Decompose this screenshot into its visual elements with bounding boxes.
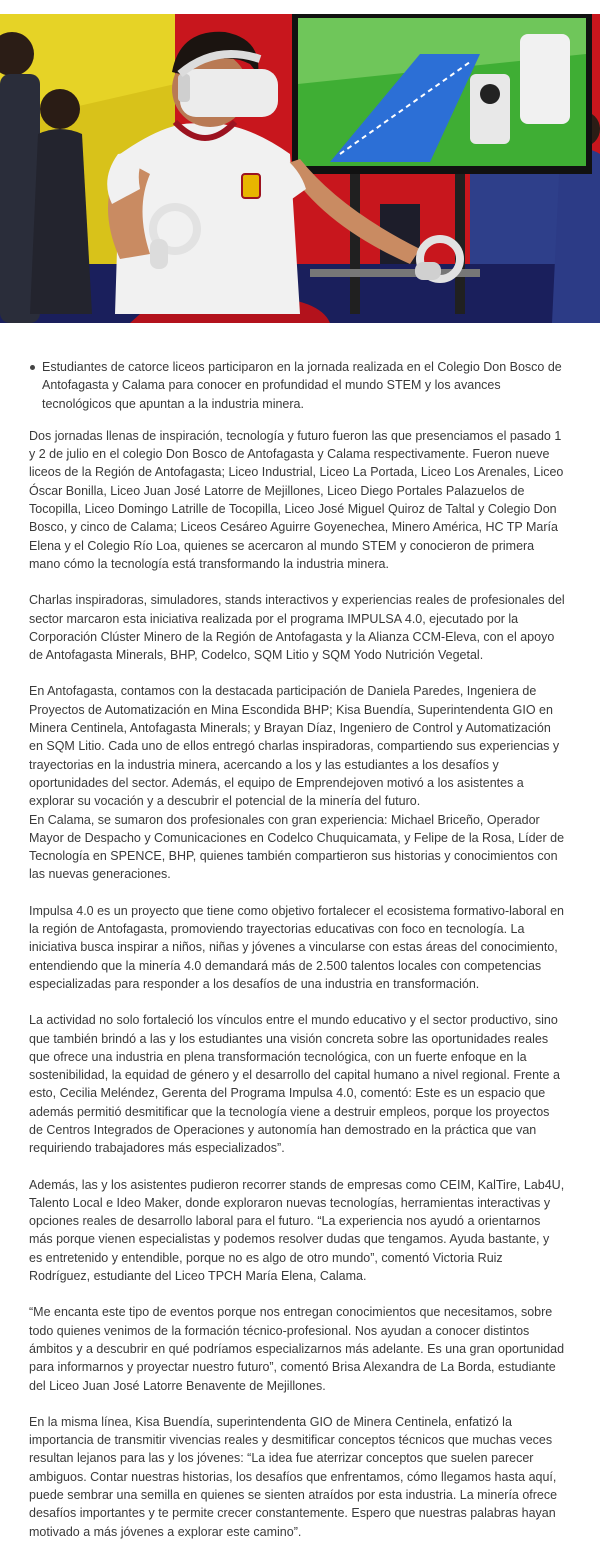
article-paragraph-2: Charlas inspiradoras, simuladores, stands interactivos y experiencias reales de profesionales del sector marcaron esta iniciativa realizada por el programa IMPULSA 4.0, ejecutado por la Corporación Clúster Minero de la Región de Antofagasta y la Alianza CCM-Eleva, con el apoyo de Antofagasta Minerals, BHP, Codelco, SQM Litio y SQM Yodo Nutrición Vegetal. — [29, 593, 565, 663]
summary-bullet: Estudiantes de catorce liceos participaron en la jornada realizada en el Colegio Don Bosco de Antofagasta y Calama para conocer en profundidad el mundo STEM y los avances tecnológicos que apuntan a la industria minera. — [29, 358, 565, 413]
article-paragraph-6: La actividad no solo fortaleció los vínculos entre el mundo educativo y el sector productivo, sino que también brindó a las y los estudiantes una visión concreta sobre las oportunidades reales que ofrece una industria en plena transformación tecnológica, con un fuerte enfoque en la sostenibilidad, la equidad de género y el desarrollo del capital humano a nivel regional. Frente a esto, Cecilia Meléndez, Gerenta del Programa Impulsa 4.0, comentó: Este es un espacio que además permitió desmitificar que la tecnología viene a destruir empleos, porque los proyectos de Centros Integrados de Operaciones y autonomía han demostrado en la práctica que van requiriendo trabajadores más especializados”. — [29, 1013, 560, 1156]
article-summary-list — [29, 358, 565, 413]
article-paragraph-1: Dos jornadas llenas de inspiración, tecnología y futuro fueron las que presenciamos el pasado 1 y 2 de julio en el colegio Don Bosco de Antofagasta y Calama respectivamente. Fueron nueve liceos de la Región de Antofagasta; Liceo Industrial, Liceo La Portada, Liceo Los Arenales, Liceo Óscar Bonilla, Liceo Juan José Latorre de Mejillones, Liceo Diego Portales Palazuelos de Tocopilla, Liceo Domingo Latrille de Tocopilla, Liceo José Miguel Quiroz de Taltal y Colegio Don Bosco, y cinco de Calama; Liceos Cesáreo Aguirre Goyenechea, Minero América, HC TP María Elena y el Colegio Río Loa, quienes se acercaron al mundo STEM y conocieron de primera mano cómo la tecnología está transformando la industria minera. — [29, 428, 564, 571]
article-paragraph-3: En Antofagasta, contamos con la destacada participación de Daniela Paredes, Ingeniera de Proyectos de Automatización en Mina Escondida BHP; Kisa Buendía, Superintendenta GIO en Minera Centinela, Antofagasta Minerals; y Brayan Díaz, Ingeniero de Control y Automatización en SQM Litio. Cada uno de ellos entregó charlas inspiradoras, compartiendo sus experiencias y trayectorias en la industria minera, acercando a los y las estudiantes a los desafíos y oportunidades del sector. Además, el equipo de Emprendejoven motivó a los asistentes a explorar su vocación y a descubrir el potencial de la minería del futuro. — [29, 684, 560, 809]
article-paragraph-8: “Me encanta este tipo de eventos porque nos entregan conocimientos que necesitamos, sobre todo quienes venimos de la formación técnico-profesional. Nos ayudan a conocer distintos ámbitos y a descubrir en qué podríamos especializarnos más adelante. Es una gran oportunidad para informarnos y proyectar nuestro futuro”, comentó Brisa Alexandra de La Borda, estudiante del Liceo Juan José Latorre Benavente de Mejillones. — [29, 1305, 565, 1393]
vr-headset-icon — [180, 69, 278, 117]
article-paragraph-9: En la misma línea, Kisa Buendía, superintendenta GIO de Minera Centinela, enfatizó la importancia de transmitir vivencias reales y desmitificar conceptos técnicos que muchas veces resultan lejanos para las y los jóvenes: “La idea fue aterrizar conceptos que suelen parecer ambiguos. Contar nuestras historias, los desafíos que enfrentamos, cómo llegamos hasta aquí, puede sembrar una semilla en quienes se sienten atraídos por esta industria. La minería ofrece desafíos importantes y te permite crecer constantemente. Espero que nuestras palabras hayan motivado a más jóvenes a explorar este camino”. — [29, 1414, 558, 1539]
school-emblem — [242, 174, 260, 198]
hero-photo — [0, 14, 600, 323]
article-paragraph-4: En Calama, se sumaron dos profesionales con gran experiencia: Michael Briceño, Operador Mayor de Despacho y Comunicaciones en Codelco Chuquicamata, y Felipe de la Rosa, Líder de Tecnología en SPENCE, BHP, quienes también compartieron sus historias y conocimientos con las nuevas generaciones. — [29, 812, 565, 882]
article-paragraph-7: Además, las y los asistentes pudieron recorrer stands de empresas como CEIM, KalTire, Lab4U, Talento Local e Ideo Maker, donde exploraron nuevas tecnologías, herramientas interactivas y opciones reales de desarrollo laboral para el futuro. “La experiencia nos ayudó a orientarnos más porque vienen especialistas y podemos resolver dudas que tengamos. Ayuda bastante, y es entretenido y entendible, porque no es algo de otro mundo”, comentó Victoria Ruiz Rodríguez, estudiante del Liceo TPCH María Elena, Calama. — [29, 1177, 565, 1284]
hero-illustration — [0, 14, 600, 323]
article-paragraph-5: Impulsa 4.0 es un proyecto que tiene como objetivo fortalecer el ecosistema formativo-laboral en la región de Antofagasta, promoviendo trayectorias educativas con foco en tecnología. La iniciativa busca inspirar a niños, niñas y jóvenes a vincularse con estas áreas del conocimiento, entendiendo que la minería 4.0 demandará más de 2.500 talentos locales con competencias especializadas para responder a los desafíos de una industria en transformación. — [29, 903, 565, 991]
article-body — [29, 358, 565, 1559]
